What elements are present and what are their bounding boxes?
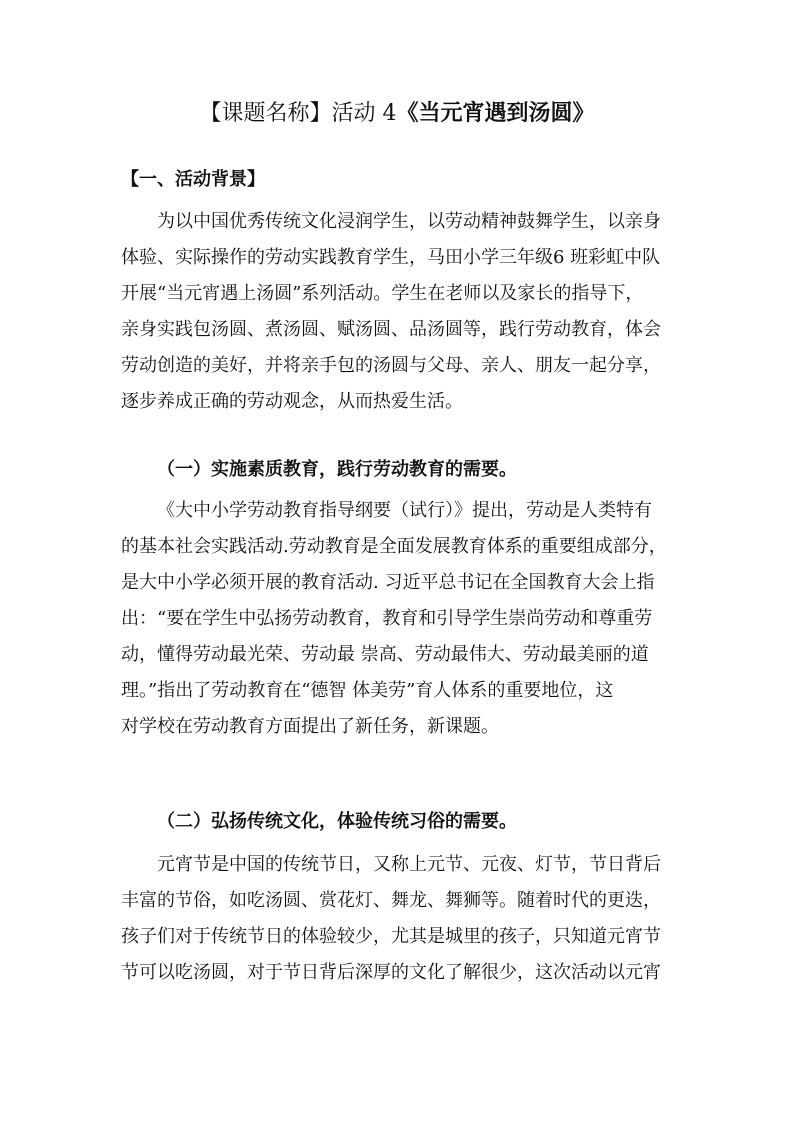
intro-paragraph [121,204,691,420]
paragraph-line: 出：“要在学生中弘扬劳动教育，教育和引导学生崇尚劳动和尊重劳 [121,608,653,629]
paragraph-line: 动，懂得劳动最光荣、劳动最 崇高、劳动最伟大、劳动最美丽的道 [121,644,649,665]
subsection-heading-traditional-culture: （二）弘扬传统文化，体验传统习俗的需要。 [157,811,517,832]
labor-education-paragraph [121,493,691,745]
paragraph-line: 丰富的节俗，如吃汤圆、赏花灯、舞龙、舞狮等。随着时代的更迭， [121,890,661,911]
paragraph-line: 元宵节是中国的传统节日，又称上元节、元夜、灯节，节日背后 [157,854,661,875]
paragraph-line: 开展“当元宵遇上汤圆”系列活动。学生在老师以及家长的指导下， [121,283,644,304]
paragraph-line: 的基本社会实践活动.劳动教育是全面发展教育体系的重要组成部分， [121,536,667,557]
document-title [0,98,794,129]
paragraph-line: 是大中小学必须开展的教育活动. 习近平总书记在全国教育大会上指 [121,572,655,593]
paragraph-line: 亲身实践包汤圆、煮汤圆、赋汤圆、品汤圆等，践行劳动教育，体会 [121,319,661,340]
title-prefix: 【课题名称】活动 4 [199,101,397,126]
paragraph-line: 理。”指出了劳动教育在“德智 体美劳”育人体系的重要地位，这 [121,680,614,701]
paragraph-line: 逐步养成正确的劳动观念，从而热爱生活。 [121,391,463,412]
paragraph-line: 对学校在劳动教育方面提出了新任务，新课题。 [121,716,499,737]
title-main: 《当元宵遇到汤圆》 [396,100,595,126]
paragraph-line: 《大中小学劳动教育指导纲要（试行）》提出，劳动是人类特有 [157,500,652,521]
paragraph-line: 孩子们对于传统节日的体验较少，尤其是城里的孩子，只知道元宵节 [121,926,661,947]
traditional-culture-paragraph [121,847,691,991]
paragraph-line: 劳动创造的美好，并将亲手包的汤圆与父母、亲人、朋友一起分享， [121,355,661,376]
paragraph-line: 节可以吃汤圆，对于节日背后深厚的文化了解很少，这次活动以元宵 [121,962,661,983]
section-heading-background: 【一、活动背景】 [121,169,265,190]
paragraph-line: 为以中国优秀传统文化浸润学生，以劳动精神鼓舞学生，以亲身 [157,211,661,232]
subsection-heading-labor-education: （一）实施素质教育，践行劳动教育的需要。 [157,459,517,480]
paragraph-line: 体验、实际操作的劳动实践教育学生，马田小学三年级6 班彩虹中队 [121,247,661,268]
